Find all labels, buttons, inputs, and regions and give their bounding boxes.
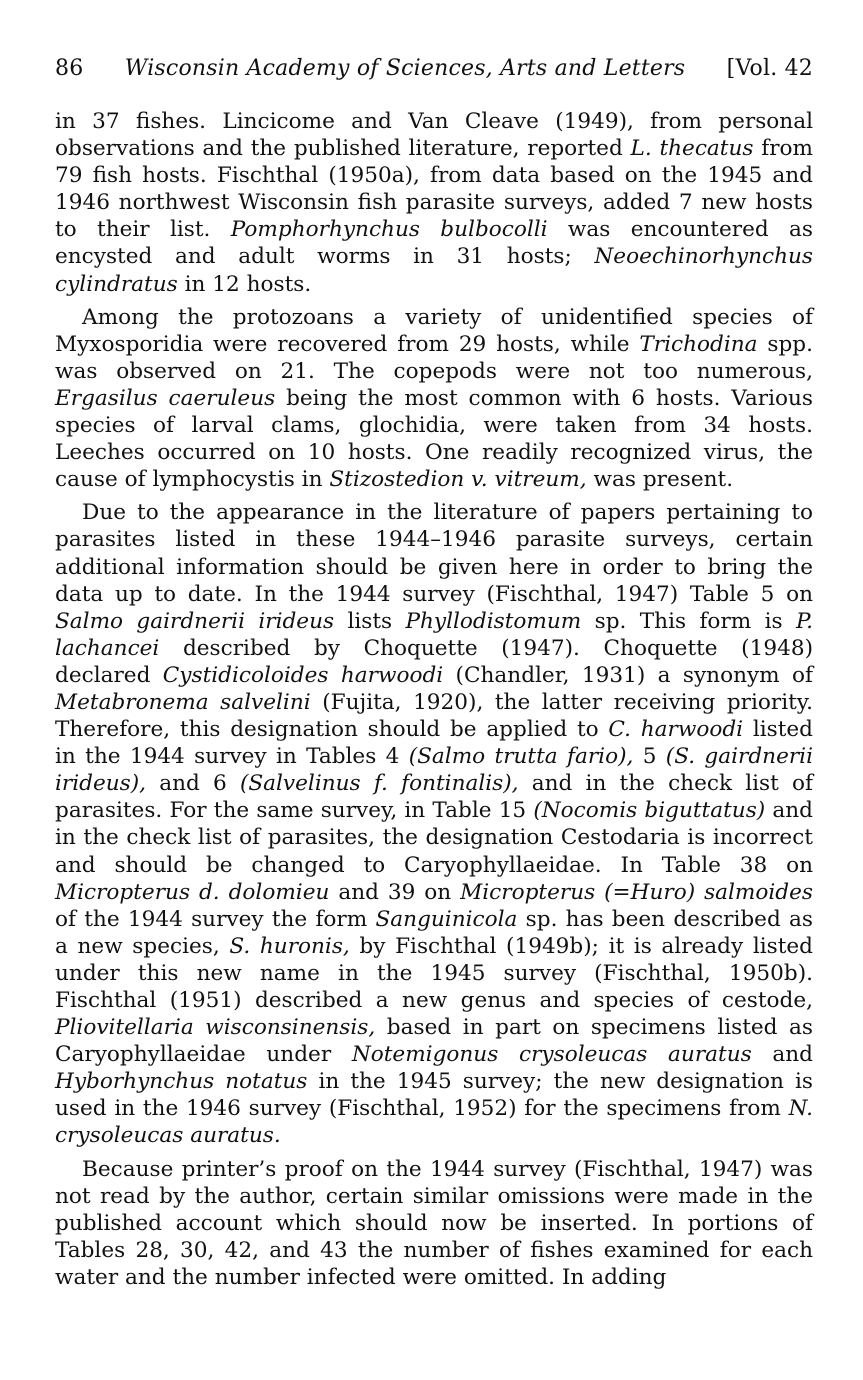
journal-title: Wisconsin Academy of Sciences, Arts and Letters	[124, 56, 686, 81]
italic-term: Micropterus (=Huro) salmoides	[460, 879, 813, 905]
text-run: Because printer’s proof on the 1944 survey (Fischthal, 1947) was not read by the author, certain similar omissions were made in the published account which should now be inserted. In portions of Tables 28, 30, 42, and 43 the number of fishes examined for each water and the number infected were omitted. In adding	[55, 1156, 813, 1290]
text-run: and in the check list of parasites. For the same survey, in Table 15	[55, 771, 813, 824]
paragraph	[55, 499, 813, 1149]
text-run: spp. was observed on 21. The copepods were not too numerous,	[55, 331, 813, 384]
italic-term: (Salmo trutta fario),	[408, 744, 634, 770]
text-run: was encountered as encysted and adult worms in 31 hosts;	[55, 217, 813, 270]
text-run: by Fischthal (1949b); it is already listed under this new name in the 1945 survey (Fischthal, 1950b). Fischthal (1951) described a new genus and species of cestode,	[55, 933, 813, 1013]
text-run: was present.	[586, 467, 734, 493]
text-run: sp. has been described as a new species,	[55, 906, 813, 959]
text-run: listed in the 1944 survey in Tables 4	[55, 717, 813, 770]
text-run: Due to the appearance in the literature of papers pertaining to parasites listed in these 1944–1946 parasite surveys, certain additional information should be given here in order to bring the data up to date. In the 1944 survey (Fischthal, 1947) Table 5 on	[55, 500, 813, 607]
text-run: in 37 fishes. Lincicome and Van Cleave (1949), from personal observations and the published literature, reported	[55, 109, 813, 162]
italic-term: N. crysoleucas auratus.	[55, 1096, 813, 1149]
italic-term: (Nocomis biguttatus)	[533, 798, 766, 824]
text-run: and 39 on	[329, 879, 461, 905]
text-run: 5	[633, 744, 666, 770]
italic-term: Phyllodistomum	[405, 608, 582, 634]
text-run: sp. This form is	[581, 608, 796, 634]
italic-term: C. harwoodi	[608, 717, 744, 743]
italic-term: Notemigonus crysoleucas auratus	[351, 1042, 752, 1068]
text-run: from 79 fish hosts. Fischthal (1950a), from data based on the 1945 and 1946 northwest Wisconsin fish parasite surveys, added 7 new hosts to their list.	[55, 136, 813, 243]
italic-term: Metabronema salvelini	[55, 689, 311, 715]
italic-term: Ergasilus caeruleus	[55, 385, 276, 411]
document-page	[55, 56, 813, 1297]
italic-term: Sanguinicola	[375, 906, 518, 932]
text-run: being the most common with 6 hosts. Various species of larval clams, glochidia, were taken from 34 hosts. Leeches occurred on 10 hosts. One readily recognized virus, the cause of lymphocystis in	[55, 385, 814, 493]
italic-term: Trichodina	[639, 331, 758, 357]
text-run: and 6	[146, 771, 240, 797]
italic-term: P. lachancei	[55, 608, 813, 661]
volume-label: [Vol. 42	[726, 56, 813, 81]
italic-term: Neoechinorhynchus cylindratus	[55, 244, 813, 297]
paragraph	[55, 1156, 813, 1291]
italic-term: S. huronis,	[229, 933, 350, 959]
running-head	[55, 56, 813, 90]
text-run: and	[751, 1042, 813, 1068]
italic-term: Stizostedion v. vitreum,	[329, 467, 587, 493]
italic-term: L. thecatus	[630, 136, 754, 162]
italic-term: (Salvelinus f. fontinalis),	[239, 771, 519, 797]
text-run: (Chandler, 1931) a synonym of	[443, 662, 814, 688]
text-run: (Fujita, 1920), the latter receiving priority. Therefore, this designation should be applied to	[55, 689, 813, 743]
italic-term: (S. gairdnerii irideus),	[55, 744, 813, 797]
italic-term: Pliovitellaria wisconsinensis,	[55, 1015, 376, 1041]
paragraph	[55, 304, 813, 494]
text-run: in the 1945 survey; the new designation is used in the 1946 survey (Fischthal, 1952) for the specimens from	[55, 1069, 814, 1122]
italic-term: Pomphorhynchus bulbocolli	[230, 217, 548, 243]
body-text	[55, 108, 813, 1291]
text-run: Among the protozoans a variety of unidentified species of Myxosporidia were recovered from 29 hosts, while	[55, 304, 813, 357]
text-run: lists	[334, 608, 406, 634]
italic-term: Cystidicoloides harwoodi	[162, 662, 444, 688]
text-run: in 12 hosts.	[177, 271, 312, 297]
text-run: described by Choquette (1947). Choquette (1948) declared	[55, 635, 813, 688]
text-run: and in the check list of parasites, the designation Cestodaria is incorrect and should be changed to Caryophyllaeidae. In Table 38 on	[55, 798, 813, 878]
paragraph	[55, 108, 813, 298]
page-number: 86	[55, 56, 84, 81]
text-run: of the 1944 survey the form	[55, 906, 376, 932]
italic-term: Hyborhynchus notatus	[55, 1069, 308, 1095]
italic-term: Salmo gairdnerii irideus	[55, 608, 335, 634]
text-run: based in part on specimens listed as Caryophyllaeidae under	[55, 1015, 814, 1068]
italic-term: Micropterus d. dolomieu	[55, 879, 330, 905]
